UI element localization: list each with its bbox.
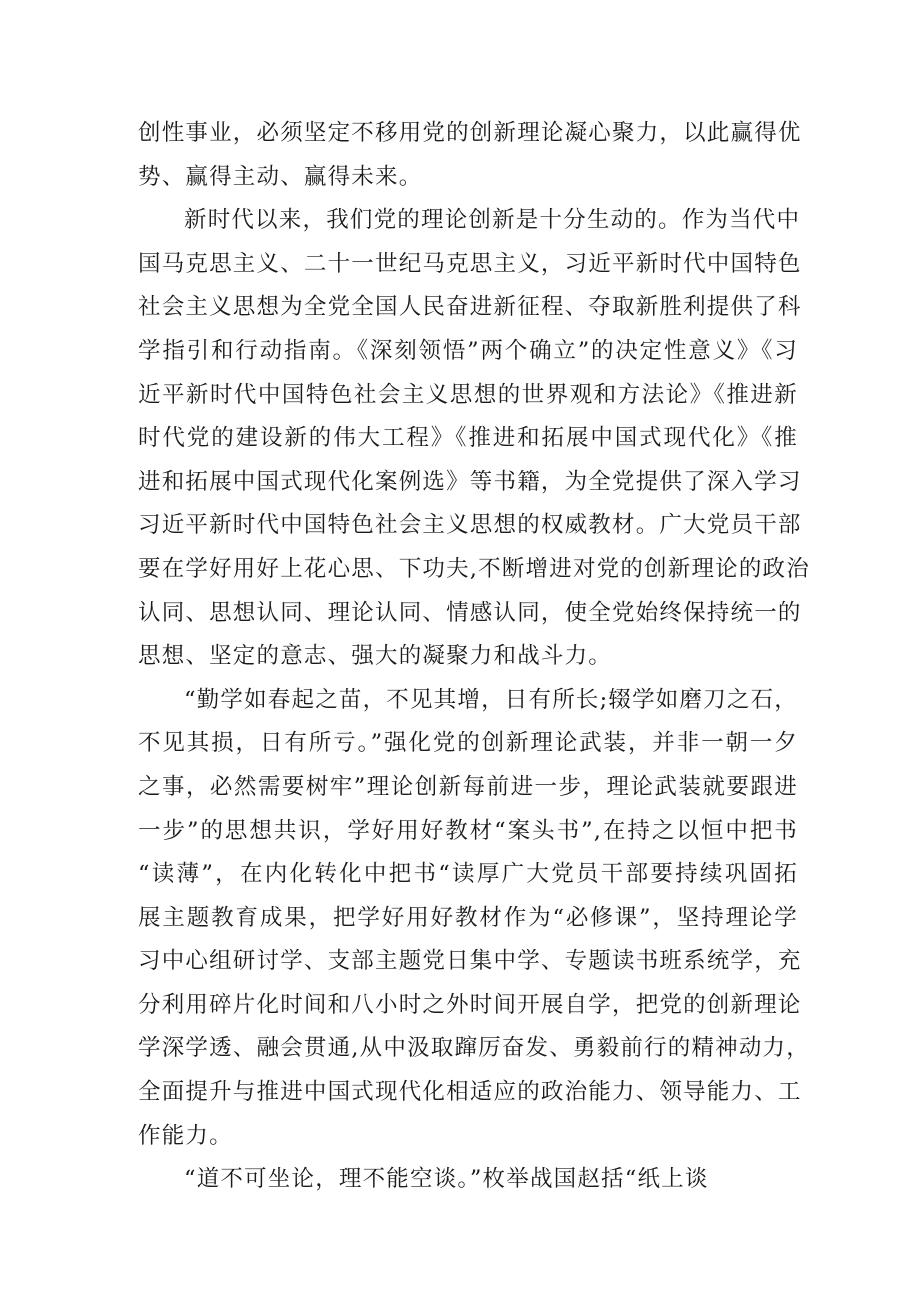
text-line: 思想、坚定的意志、强大的凝聚力和战斗力。 xyxy=(138,643,613,670)
paragraph-2 xyxy=(138,199,810,679)
text-line: 习近平新时代中国特色社会主义思想的权威教材。广大党员干部 xyxy=(138,512,802,539)
text-line: 习中心组研讨学、支部主题党日集中学、专题读书班系统学，充 xyxy=(138,948,802,975)
text-line: 不见其损，日有所亏。”强化党的创新理论武装，并非一朝一夕 xyxy=(138,730,798,757)
text-line: 一步”的思想共识，学好用好教材“案头书”,在持之以恒中把书 xyxy=(138,817,798,844)
text-line: 之事，必然需要树牢”理论创新每前进一步，理论武装就要跟进 xyxy=(138,773,798,800)
text-line: 时代党的建设新的伟大工程》《推进和拓展中国式现代化》《推 xyxy=(138,425,798,452)
text-line: 国马克思主义、二十一世纪马克思主义，习近平新时代中国特色 xyxy=(138,250,802,277)
text-line: 创性事业，必须坚定不移用党的创新理论凝心聚力，以此赢得优 xyxy=(138,120,802,146)
text-line: “勤学如春起之苗，不见其增，日有所长;辍学如磨刀之石， xyxy=(184,686,798,713)
paragraph-4 xyxy=(138,1158,798,1202)
text-line: 进和拓展中国式现代化案例选》等书籍，为全党提供了深入学习 xyxy=(138,468,802,495)
text-line: 展主题教育成果，把学好用好教材作为“必修课”，坚持理论学 xyxy=(138,904,798,931)
text-line: “道不可坐论，理不能空谈。”枚举战国赵括“纸上谈 xyxy=(184,1166,709,1193)
text-line: 全面提升与推进中国式现代化相适应的政治能力、领导能力、工 xyxy=(138,1079,802,1106)
text-line: 分利用碎片化时间和八小时之外时间开展自学，把党的创新理论 xyxy=(138,991,802,1018)
text-line: 学指引和行动指南。《深刻领悟”两个确立”的决定性意义》《习 xyxy=(138,337,798,364)
text-line: 社会主义思想为全党全国人民奋进新征程、夺取新胜利提供了科 xyxy=(138,294,802,321)
text-line: 要在学好用好上花心思、下功夫,不断增进对党的创新理论的政治 xyxy=(138,555,810,582)
text-line: 学深学透、融会贯通,从中汲取蹿厉奋发、勇毅前行的精神动力， xyxy=(138,1035,810,1062)
paragraph-3 xyxy=(138,679,810,1159)
text-line: “读薄”，在内化转化中把书“读厚广大党员干部要持续巩固拓 xyxy=(138,861,798,888)
text-line: 近平新时代中国特色社会主义思想的世界观和方法论》《推进新 xyxy=(138,381,798,408)
text-line: 新时代以来，我们党的理论创新是十分生动的。作为当代中 xyxy=(184,207,801,234)
text-line: 认同、思想认同、理论认同、情感认同，使全党始终保持统一的 xyxy=(138,599,802,626)
text-line: 势、赢得主动、赢得未来。 xyxy=(138,163,423,190)
body-text xyxy=(138,112,810,1202)
text-line: 作能力。 xyxy=(138,1122,233,1149)
paragraph-1 xyxy=(138,112,802,199)
